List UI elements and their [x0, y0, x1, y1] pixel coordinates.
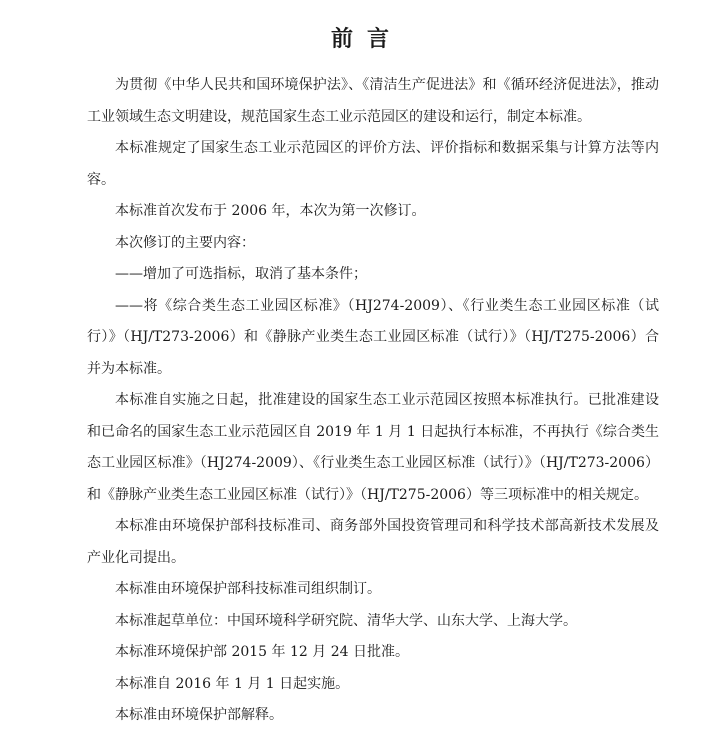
paragraph-revision-heading: 本次修订的主要内容： — [115, 234, 255, 251]
paragraph-drafting-units: 本标准起草单位：中国环境科学研究院、清华大学、山东大学、上海大学。 — [115, 612, 577, 629]
paragraph-first-issue: 本标准首次发布于 2006 年，本次为第一次修订。 — [115, 203, 426, 219]
paragraph-implementation: 本标准自实施之日起，批准建设的国家生态工业示范园区按照本标准执行。已批准建设和已命名的国家生态工业示范园区自 2019 年 1 月 1 日起执行本标准，不再执行《综合类生态工业园区标准》（HJ274-2009）、《行业类生态工业园区标准（试行）》（HJ/T273-2006）和《静脉产业类生态工业园区标准（试行）》（HJ/T275-2006）等三项标准中的相关规定。 — [87, 392, 659, 503]
paragraph-interpretation: 本标准由环境保护部解释。 — [115, 707, 283, 723]
paragraph-purpose: 为贯彻《中华人民共和国环境保护法》、《清洁生产促进法》和《循环经济促进法》，推动工业领域生态文明建设，规范国家生态工业示范园区的建设和运行，制定本标准。 — [87, 77, 659, 125]
paragraph-approval-date: 本标准环境保护部 2015 年 12 月 24 日批准。 — [115, 644, 409, 660]
paragraph-scope: 本标准规定了国家生态工业示范园区的评价方法、评价指标和数据采集与计算方法等内容。 — [87, 140, 659, 188]
page-title: 前言 — [330, 26, 403, 52]
paragraph-revision-item-2: ——将《综合类生态工业园区标准》（HJ274-2009）、《行业类生态工业园区标准（试行）》（HJ/T273-2006）和《静脉产业类生态工业园区标准（试行）》（HJ/T275-2006）合并为本标准。 — [87, 297, 659, 377]
paragraph-organized-by: 本标准由环境保护部科技标准司组织制订。 — [115, 581, 381, 597]
paragraph-effective-date: 本标准自 2016 年 1 月 1 日起实施。 — [115, 675, 350, 692]
paragraph-revision-item-1: ——增加了可选指标，取消了基本条件； — [115, 266, 367, 282]
document-body — [87, 70, 659, 732]
paragraph-proposed-by: 本标准由环境保护部科技标准司、商务部外国投资管理司和科学技术部高新技术发展及产业化司提出。 — [87, 518, 659, 566]
